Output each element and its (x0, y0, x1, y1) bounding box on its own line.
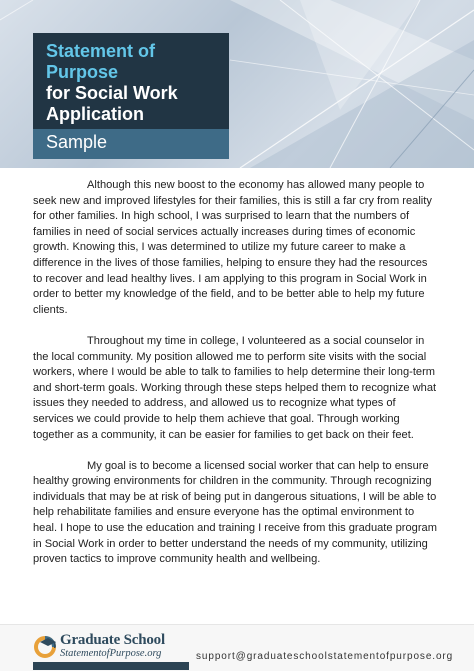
footer-strip (33, 662, 189, 670)
logo (34, 632, 194, 662)
logo-name: Graduate School (60, 632, 165, 648)
footer-email[interactable]: support@graduateschoolstatementofpurpose.org (196, 651, 454, 662)
subtitle-sample: Sample (33, 129, 229, 159)
paragraph-3: My goal is to become a licensed social worker that can help to ensure healthy growing environments for children in the community. Through recognizing individuals that may be at risk of being put in dangerous situations, I will be able to help rehabilitate families and ensure everyone has the optimal environment to heal. I hope to use the education and training I receive from this graduate program in Social Work in order to better understand the needs of my community, utilizing proven tactics to improve community health and wellbeing. (33, 459, 437, 566)
title-line-4: Application (46, 104, 144, 124)
title-box (33, 33, 229, 129)
title-line-1: Statement of (46, 41, 156, 61)
paragraph-2: Throughout my time in college, I volunteered as a social counselor in the local community. My position allowed me to perform site visits with the social workers, where I would be able to talk to families to help determine their long-term and short-term goals. Working through these steps helped them to recognize what issues they needed to address, and allowed us to recognize what types of services we could provide to help them achieve that goal. Through working together as a community, it can be easier for families to get back on their feet. (33, 334, 437, 441)
title-line-2: Purpose (46, 62, 119, 82)
graduate-logo-icon (34, 632, 60, 662)
paragraph-1: Although this new boost to the economy has allowed many people to seek new and improved lifestyles for their families, this is still a far cry from reality for other families. In high school, I was surprised to learn that the numbers of families in need of social services actually increases during times of economic growth. Knowing this, I was determined to utilize my future career to make a difference in the lives of those families, helping to ensure they had the resources to recover and lead healthy lives. I am applying to this program in Social Work in order to better my knowledge of the field, and to be better able to help my future clients. (33, 179, 432, 316)
logo-site: StatementofPurpose.org (60, 648, 162, 659)
document-body (33, 178, 439, 583)
title-line-3: for Social Work (46, 83, 178, 103)
